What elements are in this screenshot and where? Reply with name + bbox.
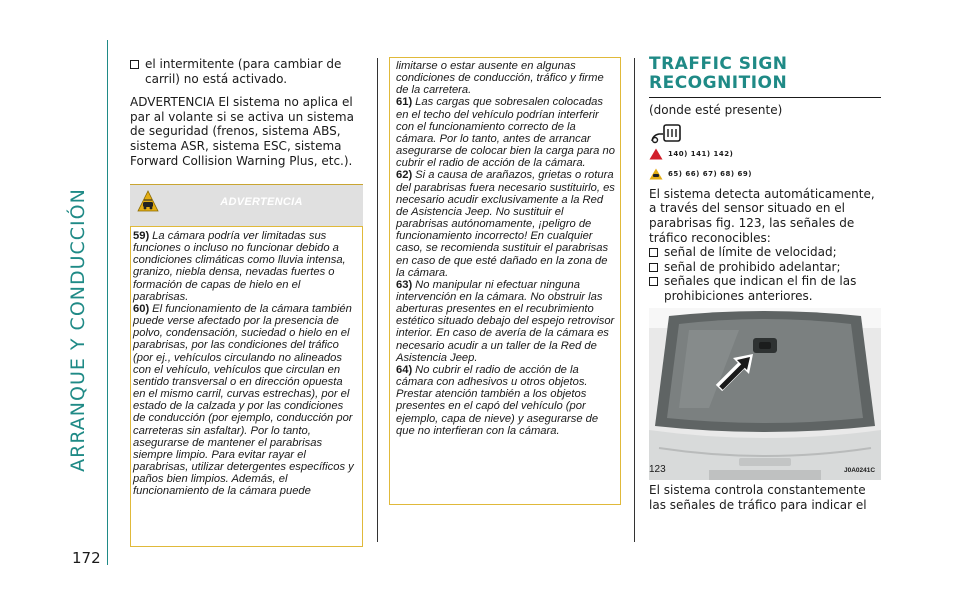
warning-item: 60) El funcionamiento de la cámara también puede verse afectado por la presencia de polvo, condensación, suciedad o hielo en el parabrisas, por las condiciones del tráfico (por ej., vehículos circulando no alineados con el vehículo, vehículos que circulan en sentido transversal o en dirección opuesta en el mismo carril, curvas estrechas), por el estado de la calzada y por las condiciones de conducción (por ejemplo, conducción por carreteras sin asfaltar). Por lo tanto, asegurarse de mantener el parabrisas siempre limpio. Para evitar rayar el parabrisas, utilizar detergentes específicos y paños bien limpios. Además, el funcionamiento de la cámara puede [133, 302, 354, 498]
section-title: TRAFFIC SIGN RECOGNITION [649, 55, 881, 98]
list-item: señal de prohibido adelantar; [649, 260, 884, 275]
warning-title: ADVERTENCIA [220, 196, 303, 208]
list-item: señal de límite de velocidad; [649, 245, 884, 260]
warning-item: 64) No cubrir el radio de acción de la cámara con adhesivos u otros objetos. Prestar atención también a los objetos presentes en el capó del vehículo (por ejemplo, capa de nieve) y asegurarse de que no interfieran con la cámara. [396, 363, 599, 437]
windshield-sensor-illustration [649, 308, 881, 480]
caution-triangle-icon [649, 148, 663, 160]
section-body [649, 103, 884, 304]
chapter-title: ARRANQUE Y CONDUCCIÓN [67, 188, 89, 472]
figure-number: 123 [649, 464, 666, 475]
caution-refs-row: 140) 141) 142) [649, 147, 884, 162]
intro-paragraph: El sistema detecta automáticamente, a través del sensor situado en el parabrisas fig. 123, las señales de tráfico reconocibles: [649, 186, 875, 245]
windshield-photo [649, 308, 881, 480]
figure-code: J0A0241C [844, 467, 876, 474]
warning-item: 63) No manipular ni efectuar ninguna intervención en la cámara. No obstruir las aberturas presentes en el recubrimiento estético situado debajo del espejo retrovisor interior. En caso de avería de la cámara es necesario acudir a un taller de la Red de Asistencia Jeep. [396, 278, 615, 364]
chapter-rule [107, 40, 108, 565]
warning-list [390, 58, 620, 437]
column-divider [634, 58, 635, 542]
warning-item: 59) La cámara podría ver limitadas sus funciones o incluso no funcionar debido a condiciones climáticas como lluvia intensa, granizo, niebla densa, nevadas fuertes o formación de capas de hielo en el parabrisas. [133, 230, 346, 303]
traffic-sign-recognition-icon [649, 123, 685, 145]
warning-header [130, 184, 363, 226]
body-paragraph: ADVERTENCIA El sistema no aplica el par al volante si se activa un sistema de seguridad (frenos, sistema ABS, sistema ASR, sistema ESC, sistema Forward Collision Warning Plus, etc.). [130, 95, 354, 168]
column-1-top [130, 57, 365, 168]
outro-paragraph-block [649, 483, 884, 512]
warning-box [130, 226, 363, 547]
bullet-square-icon [649, 248, 658, 257]
warning-box-continued [389, 57, 621, 505]
warning-triangle-icon [649, 168, 663, 180]
bullet-square-icon [649, 277, 658, 286]
list-item: el intermitente (para cambiar de carril) no está activado. [130, 57, 365, 86]
page-number: 172 [72, 549, 101, 567]
warning-refs-row: 65) 66) 67) 68) 69) [649, 167, 884, 182]
warning-continued: limitarse o estar ausente en algunas condiciones de conducción, tráfico y firme de la carretera. [396, 60, 604, 97]
list-item: señales que indican el fin de las prohibiciones anteriores. [649, 274, 884, 303]
warning-list [131, 227, 362, 497]
availability-note: (donde esté presente) [649, 103, 783, 117]
warning-item: 62) Si a causa de arañazos, grietas o rotura del parabrisas fuera necesario sustituirlo, es necesario acudir exclusivamente a la Red de Asistencia Jeep. No sustituir el parabrisas autónomamente, ¡peligro de funcionamiento incorrecto! En cualquier caso, se recomienda sustituir el parabrisas en caso de que esté dañado en la zona de la cámara. [396, 169, 615, 279]
bullet-square-icon [130, 60, 139, 69]
column-divider [377, 58, 378, 542]
bullet-square-icon [649, 263, 658, 272]
warning-item: 61) Las cargas que sobresalen colocadas en el techo del vehículo podrían interferir con el funcionamiento correcto de la cámara. Por lo tanto, antes de arrancar asegurarse de colocar bien la carga para no cubrir el radio de acción de la cámara. [396, 96, 615, 170]
outro-paragraph: El sistema controla constantemente las señales de tráfico para indicar el [649, 483, 867, 512]
